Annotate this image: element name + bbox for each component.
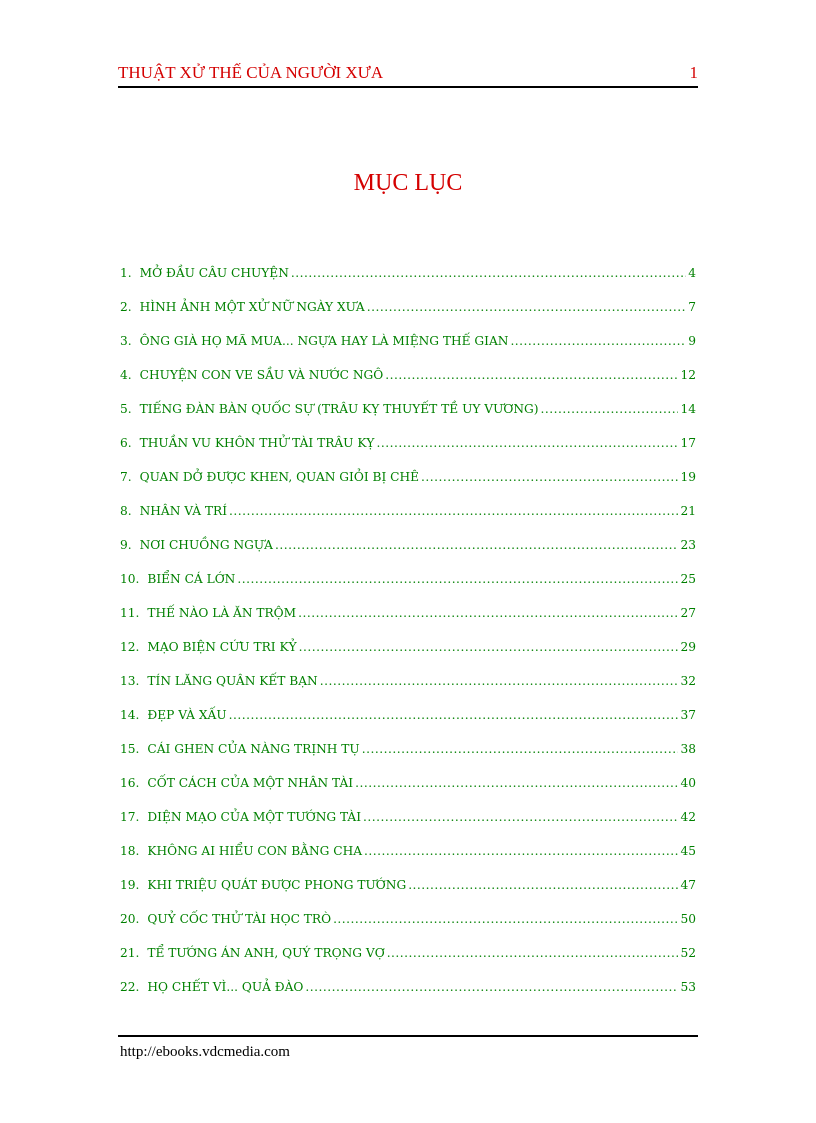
page-number: 1 — [689, 63, 698, 82]
toc-entry-title: ÔNG GIÀ HỌ MÃ MUA... NGỰA HAY LÀ MIỆNG THẾ GIAN — [139, 334, 509, 348]
toc-entry-page: 21 — [680, 504, 696, 518]
toc-entry-number: 3. — [120, 334, 132, 348]
toc-entry-number: 6. — [120, 436, 132, 450]
book-title: THUẬT XỬ THẾ CỦA NGƯỜI XƯA — [118, 63, 384, 82]
toc-entry-number: 16. — [120, 776, 140, 790]
toc-entry-number: 11. — [120, 606, 140, 620]
toc-entry[interactable] — [120, 637, 696, 671]
toc-entry-title: TỂ TƯỚNG ÁN ANH, QUÝ TRỌNG VỢ — [147, 946, 385, 960]
toc-dot-leader — [385, 365, 678, 385]
toc-entry[interactable] — [120, 263, 696, 297]
toc-entry[interactable] — [120, 705, 696, 739]
toc-entry-title: CHUYỆN CON VE SẦU VÀ NƯỚC NGÔ — [139, 368, 384, 382]
toc-entry-page: 50 — [680, 912, 696, 926]
toc-dot-leader — [275, 535, 679, 555]
toc-entry-number: 22. — [120, 980, 140, 994]
toc-dot-leader — [305, 977, 678, 997]
toc-entry-page: 45 — [680, 844, 696, 858]
toc-entry-title: QUỶ CỐC THỬ TÀI HỌC TRÒ — [147, 912, 332, 926]
toc-entry-number: 2. — [120, 300, 132, 314]
toc-dot-leader — [387, 943, 679, 963]
toc-entry-number: 8. — [120, 504, 132, 518]
toc-entry-number: 4. — [120, 368, 132, 382]
toc-entry[interactable] — [120, 739, 696, 773]
toc-dot-leader — [363, 807, 678, 827]
toc-entry[interactable] — [120, 875, 696, 909]
toc-entry[interactable] — [120, 807, 696, 841]
toc-entry[interactable] — [120, 773, 696, 807]
toc-dot-leader — [333, 909, 678, 929]
toc-entry-title: ĐẸP VÀ XẤU — [147, 708, 227, 722]
toc-entry[interactable] — [120, 535, 696, 569]
toc-entry-title: KHÔNG AI HIỂU CON BẰNG CHA — [147, 844, 363, 858]
toc-entry-title: TIẾNG ĐÀN BÀN QUỐC SỰ (TRÂU KỴ THUYẾT TỀ UY VƯƠNG) — [139, 402, 539, 416]
toc-dot-leader — [421, 467, 678, 487]
toc-dot-leader — [355, 773, 678, 793]
table-of-contents — [120, 263, 696, 1011]
toc-entry-title: DIỆN MẠO CỦA MỘT TƯỚNG TÀI — [147, 810, 362, 824]
toc-entry[interactable] — [120, 331, 696, 365]
toc-entry-number: 21. — [120, 946, 140, 960]
toc-entry[interactable] — [120, 569, 696, 603]
toc-entry-number: 20. — [120, 912, 140, 926]
toc-entry-title: HÌNH ẢNH MỘT XỬ NỮ NGÀY XƯA — [139, 300, 365, 314]
toc-entry-title: THUẦN VU KHÔN THỬ TÀI TRÂU KỴ — [139, 436, 375, 450]
toc-dot-leader — [291, 263, 686, 283]
toc-entry[interactable] — [120, 399, 696, 433]
toc-entry-page: 14 — [680, 402, 696, 416]
toc-entry[interactable] — [120, 433, 696, 467]
toc-entry-number: 15. — [120, 742, 140, 756]
toc-entry-title: MẠO BIỆN CỨU TRI KỶ — [147, 640, 297, 654]
toc-entry-page: 42 — [680, 810, 696, 824]
toc-entry-page: 4 — [688, 266, 696, 280]
toc-entry-page: 17 — [680, 436, 696, 450]
toc-entry-title: QUAN DỞ ĐƯỢC KHEN, QUAN GIỎI BỊ CHÊ — [139, 470, 420, 484]
toc-entry-page: 37 — [680, 708, 696, 722]
toc-dot-leader — [229, 501, 678, 521]
toc-entry-page: 29 — [680, 640, 696, 654]
toc-dot-leader — [510, 331, 686, 351]
footer-url[interactable]: http://ebooks.vdcmedia.com — [120, 1044, 290, 1060]
toc-dot-leader — [376, 433, 678, 453]
toc-dot-leader — [408, 875, 678, 895]
toc-entry-title: CÁI GHEN CỦA NÀNG TRỊNH TỤ — [147, 742, 360, 756]
toc-entry-page: 12 — [680, 368, 696, 382]
toc-dot-leader — [541, 399, 679, 419]
toc-entry-number: 14. — [120, 708, 140, 722]
page-header — [118, 62, 698, 88]
toc-dot-leader — [237, 569, 678, 589]
toc-entry-number: 18. — [120, 844, 140, 858]
toc-entry[interactable] — [120, 603, 696, 637]
toc-entry-title: THẾ NÀO LÀ ĂN TRỘM — [147, 606, 297, 620]
toc-entry-number: 19. — [120, 878, 140, 892]
toc-entry[interactable] — [120, 297, 696, 331]
toc-entry-number: 12. — [120, 640, 140, 654]
toc-entry-number: 7. — [120, 470, 132, 484]
toc-entry-page: 38 — [680, 742, 696, 756]
toc-heading: MỤC LỤC — [353, 170, 463, 196]
toc-entry-page: 25 — [680, 572, 696, 586]
toc-dot-leader — [320, 671, 679, 691]
toc-entry-page: 47 — [680, 878, 696, 892]
toc-entry-title: BIỂN CÁ LỚN — [147, 572, 236, 586]
toc-dot-leader — [299, 637, 679, 657]
toc-entry-number: 17. — [120, 810, 140, 824]
toc-entry-title: MỞ ĐẦU CÂU CHUYỆN — [139, 266, 289, 280]
toc-entry[interactable] — [120, 841, 696, 875]
toc-entry-page: 32 — [680, 674, 696, 688]
toc-entry[interactable] — [120, 501, 696, 535]
footer-divider — [118, 1035, 698, 1037]
toc-dot-leader — [229, 705, 679, 725]
toc-dot-leader — [364, 841, 678, 861]
toc-entry-title: CỐT CÁCH CỦA MỘT NHÂN TÀI — [147, 776, 354, 790]
toc-entry-page: 52 — [680, 946, 696, 960]
toc-entry-page: 40 — [680, 776, 696, 790]
toc-entry-title: NHÂN VÀ TRÍ — [139, 504, 228, 518]
toc-entry-page: 53 — [680, 980, 696, 994]
toc-entry-number: 13. — [120, 674, 140, 688]
toc-entry-title: NƠI CHUỒNG NGỰA — [139, 538, 273, 552]
toc-entry-title: TÍN LĂNG QUÂN KẾT BẠN — [147, 674, 318, 688]
toc-entry-page: 7 — [688, 300, 696, 314]
toc-entry-title: KHI TRIỆU QUÁT ĐƯỢC PHONG TƯỚNG — [147, 878, 407, 892]
toc-entry-title: HỌ CHẾT VÌ... QUẢ ĐÀO — [147, 980, 304, 994]
toc-entry[interactable] — [120, 467, 696, 501]
toc-entry-page: 9 — [688, 334, 696, 348]
toc-entry[interactable] — [120, 943, 696, 977]
toc-entry[interactable] — [120, 365, 696, 399]
toc-entry[interactable] — [120, 671, 696, 705]
toc-dot-leader — [367, 297, 687, 317]
toc-entry-page: 27 — [680, 606, 696, 620]
toc-entry-number: 1. — [120, 266, 132, 280]
toc-entry-page: 23 — [680, 538, 696, 552]
toc-entry[interactable] — [120, 977, 696, 1011]
toc-entry-number: 10. — [120, 572, 140, 586]
toc-entry-number: 9. — [120, 538, 132, 552]
toc-entry[interactable] — [120, 909, 696, 943]
toc-dot-leader — [298, 603, 678, 623]
toc-entry-page: 19 — [680, 470, 696, 484]
toc-entry-number: 5. — [120, 402, 132, 416]
toc-dot-leader — [362, 739, 679, 759]
